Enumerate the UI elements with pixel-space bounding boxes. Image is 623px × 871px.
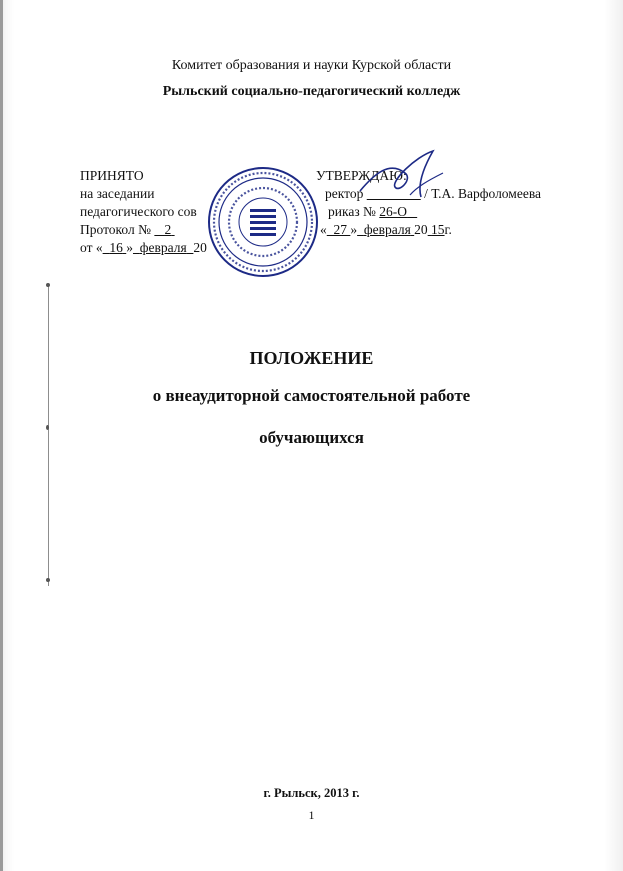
approved-date [320, 222, 452, 238]
committee-name: Комитет образования и науки Курской области [171, 58, 452, 73]
approved-date-end: г. [444, 222, 452, 237]
approved-date-prefix: « [320, 222, 327, 237]
document-subtitle-2: обучающихся [259, 428, 364, 447]
accepted-line-1: на заседании [80, 186, 155, 201]
college-seal-stamp [206, 165, 320, 279]
protocol-line [80, 222, 175, 238]
accepted-date [80, 240, 207, 256]
page-number: 1 [308, 808, 315, 822]
accepted-date-prefix: от « [80, 240, 103, 255]
director-signature [355, 143, 450, 203]
accepted-date-day: 16 [109, 240, 123, 255]
document-title: ПОЛОЖЕНИЕ [249, 348, 374, 368]
order-line [328, 204, 417, 220]
accepted-line-2: педагогического сов [80, 204, 197, 219]
accepted-date-year: 20 [193, 240, 207, 255]
approved-heading: УТВЕРЖДАЮ: [316, 168, 407, 183]
approved-date-year-prefix: 20 [414, 222, 428, 237]
approved-date-month: февраля [363, 222, 411, 237]
accepted-date-month: февраля [139, 240, 187, 255]
accepted-date-mid: » [126, 240, 133, 255]
director-label: ректор [325, 186, 364, 201]
director-name: / Т.А. Варфоломеева [424, 186, 542, 201]
scan-artifact-dot [46, 578, 50, 582]
protocol-number: 2 [164, 222, 172, 237]
order-label: риказ № [328, 204, 376, 219]
document-subtitle: о внеаудиторной самостоятельной работе [152, 386, 471, 405]
approved-date-day: 27 [333, 222, 347, 237]
city-year: г. Рыльск, 2013 г. [263, 786, 360, 800]
accepted-heading: ПРИНЯТО [80, 168, 144, 183]
approved-date-mid: » [350, 222, 358, 237]
approved-date-year-suffix: 15 [431, 222, 445, 237]
protocol-label: Протокол № [80, 222, 151, 237]
college-name: Рыльский социально-педагогический колледж [162, 84, 461, 99]
order-number: 26-О [379, 204, 408, 219]
